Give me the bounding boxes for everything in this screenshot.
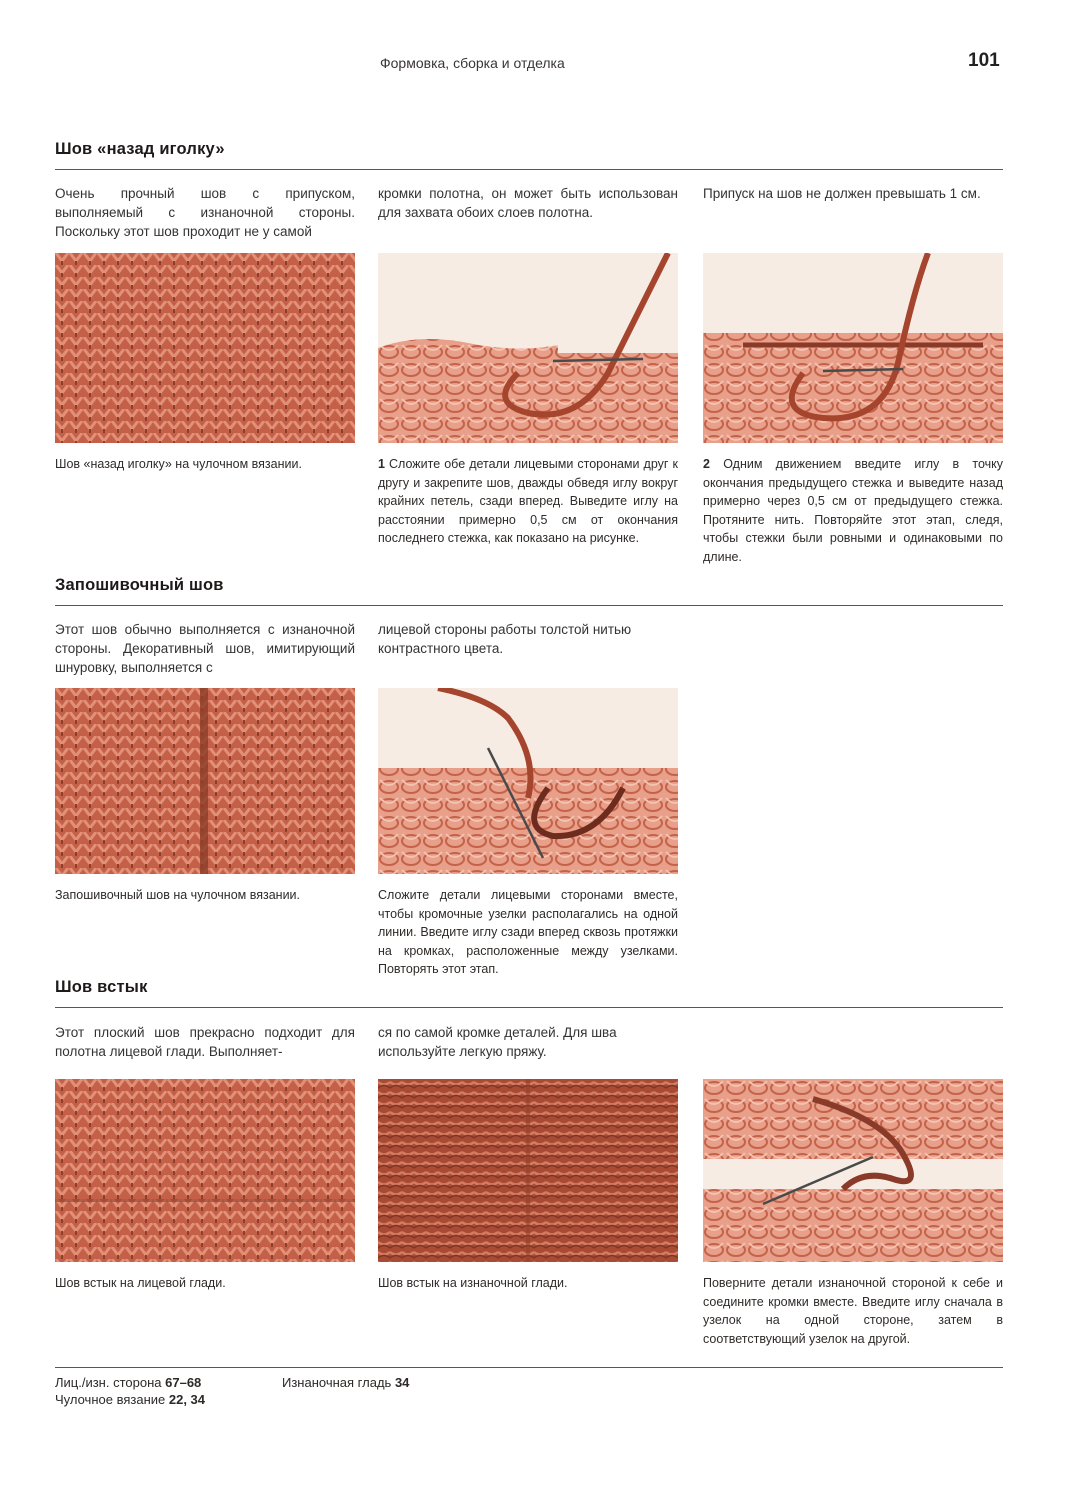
step-number: 2 <box>703 457 710 471</box>
page-number: 101 <box>968 50 1000 71</box>
photo-caption: Шов встык на лицевой глади. <box>55 1276 226 1290</box>
stitch-illustration <box>703 1079 1003 1262</box>
footer-divider <box>55 1367 1003 1368</box>
knit-sample-photo <box>55 1079 355 1262</box>
intro-text-col1: Очень прочный шов с припуском, выполняемый с изнаночной стороны. Поскольку этот шов проходит не у самой <box>55 186 355 239</box>
footer-ref: Лиц./изн. сторона 67–68 <box>55 1375 202 1390</box>
step-number: 1 <box>378 457 385 471</box>
photo-caption: Запошивочный шов на чулочном вязании. <box>55 888 301 902</box>
section-divider <box>55 605 1003 606</box>
running-title: Формовка, сборка и отделка <box>380 55 565 71</box>
stitch-illustration <box>378 688 678 874</box>
section-title-backstitch: Шов «назад иголку» <box>55 140 225 158</box>
intro-text-col1: Этот шов обычно выполняется с изнаночной стороны. Декоративный шов, имитирующий шнуровку, выполняется с <box>55 622 355 675</box>
intro-text-col1: Этот плоский шов прекрасно подходит для полотна лицевой глади. Выполняет- <box>55 1025 355 1059</box>
section-title-butt-seam: Шов встык <box>55 978 148 996</box>
photo-caption: Шов «назад иголку» на чулочном вязании. <box>55 457 302 471</box>
stitch-illustration-step2 <box>703 253 1003 443</box>
step-caption: Сложите детали лицевыми сторонами вместе, чтобы кромочные узелки располагались на одной линии. Введите иглу сзади вперед сквозь протяжки на кромках, расположенные между узелками. Повторять этот этап. <box>378 888 678 976</box>
footer-refs-left <box>55 1374 205 1408</box>
footer-refs-right <box>282 1374 409 1391</box>
footer-ref: Изнаночная гладь 34 <box>282 1375 410 1390</box>
step-text: Сложите обе детали лицевыми сторонами друг к другу и закрепите шов, дважды обведя иглу вокруг крайних петель, сзади вперед. Выведите иглу на расстоянии примерно 0,5 см от окончания последнего стежка, как показано на рисунке. <box>378 457 678 545</box>
stitch-illustration-step1 <box>378 253 678 443</box>
step-text: Одним движением введите иглу в точку окончания предыдущего стежка и выведите назад примерно через 0,5 см от предыдущего стежка. Протяните нить. Повторяйте этот этап, следя, чтобы стежки были ровными и одинаковыми по длине. <box>703 457 1003 564</box>
step1-caption <box>378 455 678 548</box>
section-divider <box>55 169 1003 170</box>
section-title-mattress-seam: Запошивочный шов <box>55 576 224 594</box>
knit-sample-photo-purl <box>378 1079 678 1262</box>
intro-text-col2: ся по самой кромке деталей. Для шва используйте легкую пряжу. <box>378 1025 617 1059</box>
knit-sample-photo <box>55 253 355 443</box>
knit-sample-photo <box>55 688 355 874</box>
step-caption: Поверните детали изнаночной стороной к себе и соедините кромки вместе. Введите иглу сначала в узелок на одной стороне, затем в соответствующий узелок на другой. <box>703 1276 1003 1346</box>
footer-ref: Чулочное вязание 22, 34 <box>55 1392 206 1407</box>
step2-caption <box>703 455 1003 566</box>
intro-text-col2: кромки полотна, он может быть использован для захвата обоих слоев полотна. <box>378 186 678 220</box>
intro-text-col3: Припуск на шов не должен превышать 1 см. <box>703 186 981 201</box>
section-divider <box>55 1007 1003 1008</box>
intro-text-col2: лицевой стороны работы толстой нитью контрастного цвета. <box>378 622 632 656</box>
photo-caption: Шов встык на изнаночной глади. <box>378 1276 568 1290</box>
